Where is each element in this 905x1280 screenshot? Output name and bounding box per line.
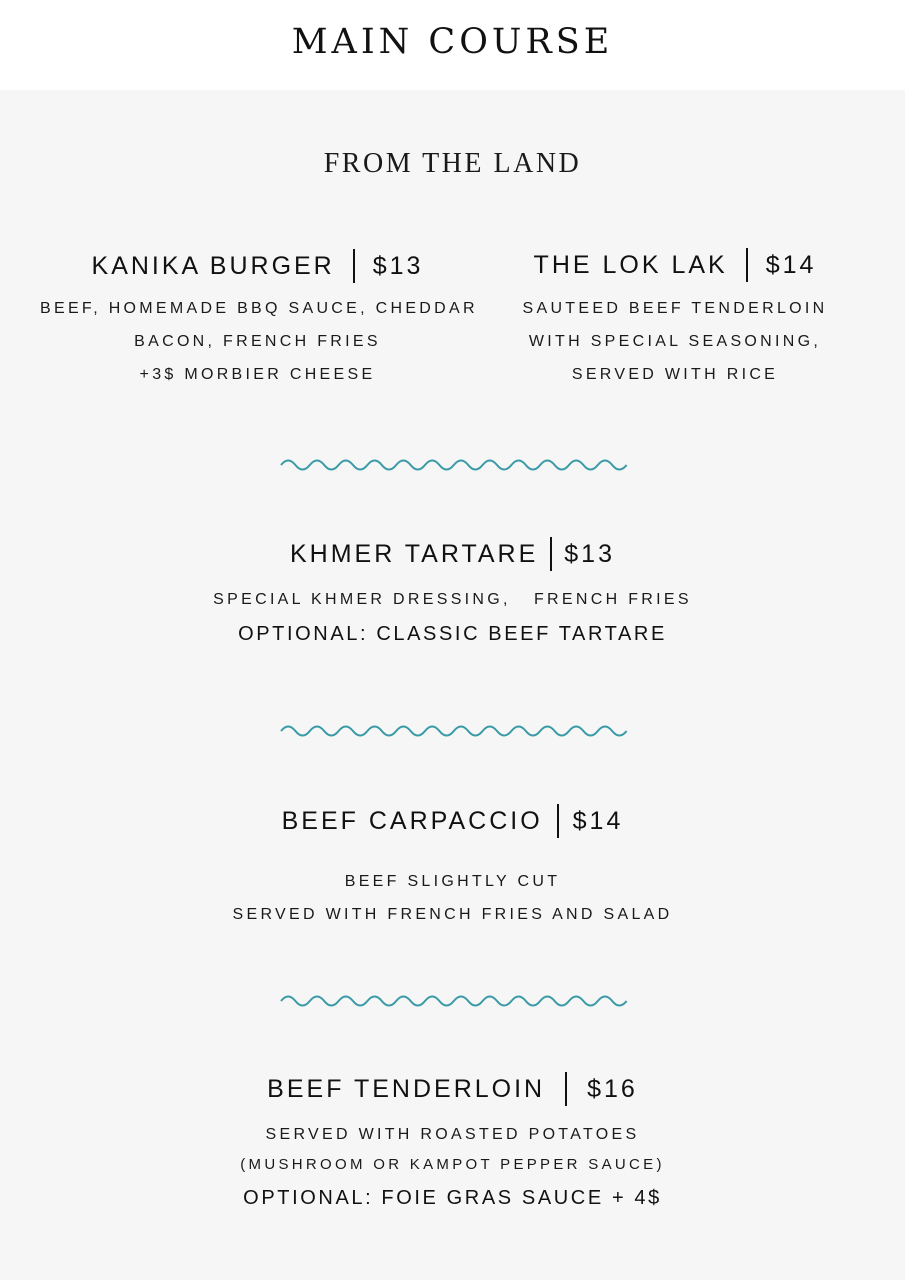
dish-description: SERVED WITH FRENCH FRIES AND SALAD <box>232 906 673 923</box>
divider <box>746 248 748 282</box>
dish-name: KANIKA BURGER <box>91 251 335 280</box>
dish-description: SERVED WITH ROASTED POTATOES <box>265 1126 640 1143</box>
divider <box>557 804 559 838</box>
dish-description: SAUTEED BEEF TENDERLOIN <box>522 300 828 317</box>
menu-title: MAIN COURSE <box>291 22 614 62</box>
dish-description: BEEF, HOMEMADE BBQ SAUCE, CHEDDAR <box>40 300 478 317</box>
divider <box>565 1072 567 1106</box>
wave-divider <box>280 724 628 738</box>
dish-description: SPECIAL KHMER DRESSING, FRENCH FRIES <box>213 591 692 608</box>
dish-description: (MUSHROOM OR KAMPOT PEPPER SAUCE) <box>240 1156 665 1173</box>
dish-kanika-burger <box>40 246 478 384</box>
dish-title <box>0 801 905 841</box>
dish-beef-tenderloin <box>0 1069 905 1210</box>
section-subtitle: FROM THE LAND <box>323 148 582 179</box>
dish-name: BEEF TENDERLOIN <box>267 1074 546 1103</box>
dish-title <box>40 246 475 286</box>
dish-khmer-tartare <box>0 534 905 646</box>
dish-optional: OPTIONAL: CLASSIC BEEF TARTARE <box>238 623 667 645</box>
dish-description: BEEF SLIGHTLY CUT <box>344 873 561 890</box>
dish-title <box>0 1069 905 1109</box>
dish-description: BACON, FRENCH FRIES <box>134 333 381 350</box>
dish-name: THE LOK LAK <box>533 250 728 279</box>
dish-title <box>495 245 855 285</box>
dish-optional: OPTIONAL: FOIE GRAS SAUCE + 4$ <box>243 1187 662 1209</box>
dish-price: $16 <box>587 1074 638 1103</box>
dish-description: +3$ MORBIER CHEESE <box>139 366 376 383</box>
dish-description: SERVED WITH RICE <box>571 366 779 383</box>
dish-price: $14 <box>765 250 817 279</box>
dish-lok-lak <box>495 245 855 384</box>
dish-price: $14 <box>572 806 624 835</box>
dish-title <box>0 534 905 574</box>
divider <box>550 537 552 571</box>
dish-description: WITH SPECIAL SEASONING, <box>528 333 822 350</box>
dish-beef-carpaccio <box>0 801 905 924</box>
wave-divider <box>280 458 628 472</box>
dish-name: KHMER TARTARE <box>289 539 539 568</box>
dish-price: $13 <box>564 539 615 568</box>
dish-price: $13 <box>372 251 424 280</box>
divider <box>353 249 355 283</box>
dish-name: BEEF CARPACCIO <box>281 806 543 835</box>
wave-divider <box>280 994 628 1008</box>
